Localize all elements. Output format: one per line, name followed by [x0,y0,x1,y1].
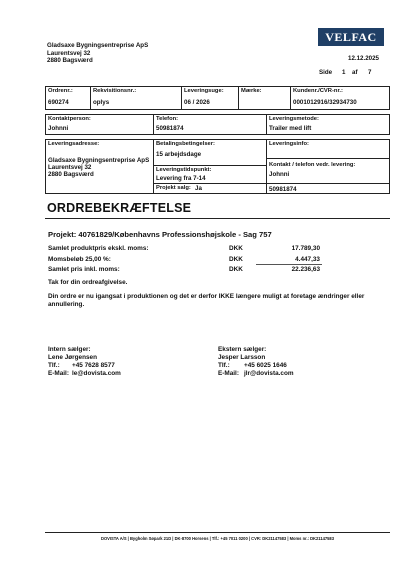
leveringsuge-value: 06 / 2026 [184,99,210,106]
page-current: 1 [342,69,346,76]
ordrenr-label: Ordrenr.: [48,88,73,94]
velfac-logo: VELFAC [318,28,384,46]
ordrenr-value: 690274 [48,99,69,106]
leveringsadresse-line-3: 2880 Bagsværd [48,171,94,178]
page-label: Side [319,69,333,76]
total-gross-currency: DKK [229,266,243,273]
leveringstidspunkt-value: Levering fra 7-14 [156,175,206,182]
ekstern-seller-tlf: +45 6025 1646 [244,362,287,369]
leveringstidspunkt-label: Leveringstidspunkt: [156,167,212,173]
vat-amount: 4.447,33 [295,256,320,263]
leveringsuge-label: Leveringsuge: [184,88,224,94]
total-net-currency: DKK [229,245,243,252]
kontaktperson-label: Kontaktperson: [48,116,91,122]
leveringsmetode-value: Trailer med lift [269,125,312,132]
projekt-salg-label: Projekt salg: [156,185,191,191]
vat-currency: DKK [229,256,243,263]
footer-text: DOVISTA A/S | Bygholm Søpark 21D | DK-8700 Horsens | Tlf.: +45 7011 0200 | CVR: DK21147583 | Moms nr.: DK21147583 [101,536,334,541]
kundenr-value: 0001012916/32934730 [293,99,357,106]
intern-seller-name: Lene Jørgensen [48,354,98,361]
telefon-label: Telefon: [156,116,179,122]
vat-underline [256,264,322,265]
intern-seller-tlf-label: Tlf.: [48,362,60,369]
kontaktperson-value: Johnni [48,125,69,132]
kundenr-label: Kundenr./CVR-nr.: [293,88,343,94]
rekvisition-label: Rekvisitionsnr.: [93,88,137,94]
leveringsadresse-line-2: Laurentsvej 32 [48,164,92,171]
kontakt-levering-name: Johnni [269,171,290,178]
projekt-salg-value: Ja [195,185,202,192]
total-gross-label: Samlet pris inkl. moms: [48,266,120,273]
thanks-text: Tak for din ordreafgivelse. [48,279,128,286]
vat-label: Momsbeløb 25,00 %: [48,256,111,263]
kontakt-levering-label: Kontakt / telefon vedr. levering: [269,162,356,168]
betalingsbetingelser-label: Betalingsbetingelser: [156,141,215,147]
ekstern-seller-title: Ekstern sælger: [218,346,267,353]
ekstern-seller-tlf-label: Tlf.: [218,362,230,369]
total-net-amount: 17.789,30 [291,245,320,252]
intern-seller-tlf: +45 7628 8577 [72,362,115,369]
leveringsmetode-label: Leveringsmetode: [269,116,319,122]
rekvisition-value: oplys [93,99,110,106]
telefon-value: 50981874 [156,125,184,132]
ekstern-seller-email-label: E-Mail: [218,370,239,377]
leveringsadresse-label: Leveringsadresse: [48,141,100,147]
document-title: ORDREBEKRÆFTELSE [47,201,192,215]
intern-seller-title: Intern sælger: [48,346,91,353]
company-city: 2880 Bagsværd [47,57,93,64]
intern-seller-email: le@dovista.com [72,370,121,377]
leveringsadresse-line-1: Gladsaxe Bygningsentreprise ApS [48,157,150,164]
ekstern-seller-name: Jesper Larsson [218,354,266,361]
page-total: 7 [368,69,372,76]
order-notice: Din ordre er nu igangsat i produktionen og det er derfor IKKE længere muligt at foretage ændringer eller annullering. [48,293,365,308]
kontakt-levering-phone: 50981874 [269,186,297,193]
company-street: Laurentsvej 32 [47,49,91,57]
intern-seller-email-label: E-Mail: [48,370,69,377]
total-net-label: Samlet produktpris ekskl. moms: [48,245,149,252]
ekstern-seller-email: jlr@dovista.com [244,370,294,377]
company-name: Gladsaxe Bygningsentreprise ApS [47,42,149,49]
total-gross-amount: 22.236,63 [291,266,320,273]
document-date: 12.12.2025 [348,55,379,62]
maerke-label: Mærke: [241,88,262,94]
betalingsbetingelser-value: 15 arbejdsdage [156,151,202,158]
page-of-label: af [352,69,358,76]
order-row-2 [45,114,390,135]
leveringsinfo-label: Leveringsinfo: [269,141,309,147]
project-title: Projekt: 40761829/Københavns Professionshøjskole - Sag 757 [48,230,272,239]
title-divider [45,218,390,219]
footer-divider [45,532,390,533]
